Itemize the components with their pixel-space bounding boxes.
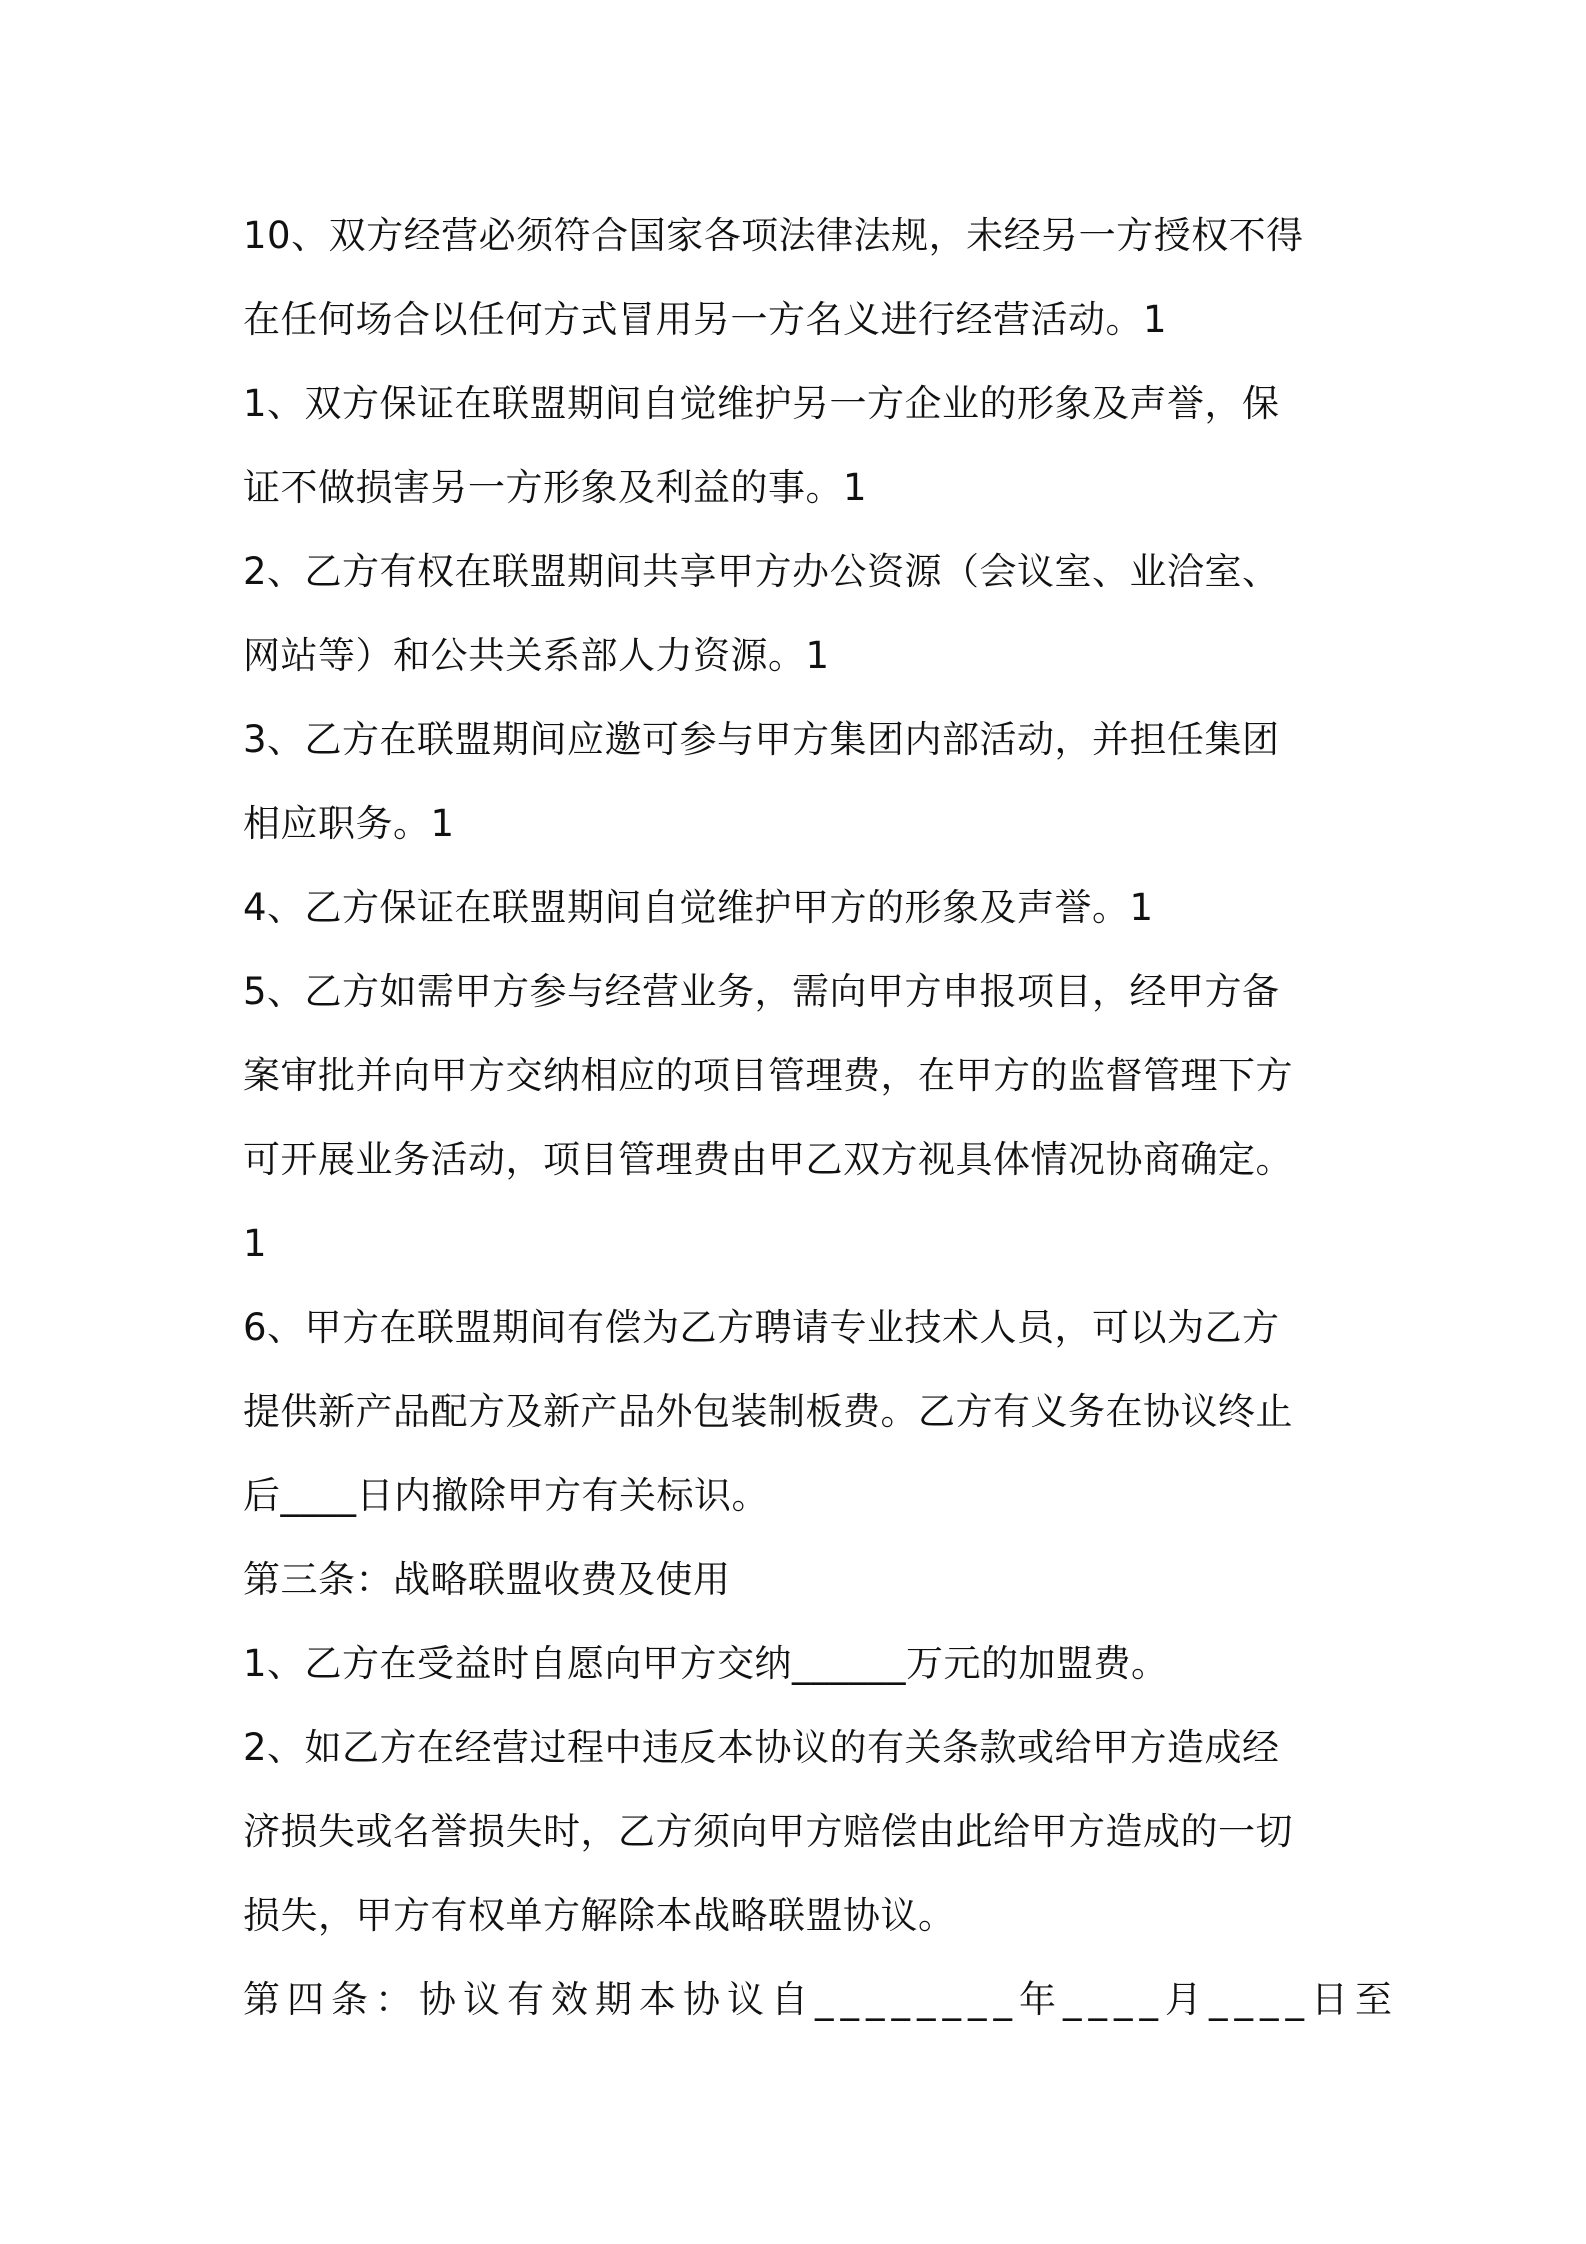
text-line-20: 济损失或名誉损失时，乙方须向甲方赔偿由此给甲方造成的一切 bbox=[243, 1810, 1293, 1853]
text-line-7: 3、乙方在联盟期间应邀可参与甲方集团内部活动，并担任集团 bbox=[243, 718, 1280, 761]
text-line-8: 相应职务。1 bbox=[243, 802, 455, 845]
text-line-10: 5、乙方如需甲方参与经营业务，需向甲方申报项目，经甲方备 bbox=[243, 970, 1280, 1013]
text-line-9: 4、乙方保证在联盟期间自觉维护甲方的形象及声誉。1 bbox=[243, 886, 1154, 929]
text-line-4: 证不做损害另一方形象及利益的事。1 bbox=[243, 466, 868, 509]
text-line-2: 在任何场合以任何方式冒用另一方名义进行经营活动。1 bbox=[243, 298, 1168, 341]
text-line-11: 案审批并向甲方交纳相应的项目管理费，在甲方的监督管理下方 bbox=[243, 1054, 1293, 1097]
text-line-6: 网站等）和公共关系部人力资源。1 bbox=[243, 634, 830, 677]
text-line-3: 1、双方保证在联盟期间自觉维护另一方企业的形象及声誉，保 bbox=[243, 382, 1280, 425]
document-body bbox=[243, 194, 1399, 2042]
text-line-5: 2、乙方有权在联盟期间共享甲方办公资源（会议室、业洽室、 bbox=[243, 550, 1280, 593]
section-heading-3: 第三条：战略联盟收费及使用 bbox=[243, 1558, 731, 1601]
text-line-14: 6、甲方在联盟期间有偿为乙方聘请专业技术人员，可以为乙方 bbox=[243, 1306, 1280, 1349]
text-line-19: 2、如乙方在经营过程中违反本协议的有关条款或给甲方造成经 bbox=[243, 1726, 1280, 1769]
text-line-15: 提供新产品配方及新产品外包装制板费。乙方有义务在协议终止 bbox=[243, 1390, 1293, 1433]
text-line-21: 损失，甲方有权单方解除本战略联盟协议。 bbox=[243, 1894, 956, 1937]
text-line-1: 10、双方经营必须符合国家各项法律法规，未经另一方授权不得 bbox=[243, 214, 1304, 257]
text-line-18: 1、乙方在受益时自愿向甲方交纳______万元的加盟费。 bbox=[243, 1642, 1169, 1685]
text-line-12: 可开展业务活动，项目管理费由甲乙双方视具体情况协商确定。 bbox=[243, 1138, 1293, 1181]
section-heading-4: 第四条：协议有效期本协议自________年____月____日至 bbox=[243, 1978, 1399, 2021]
text-line-13: 1 bbox=[243, 1222, 268, 1265]
text-line-16: 后____日内撤除甲方有关标识。 bbox=[243, 1474, 769, 1517]
